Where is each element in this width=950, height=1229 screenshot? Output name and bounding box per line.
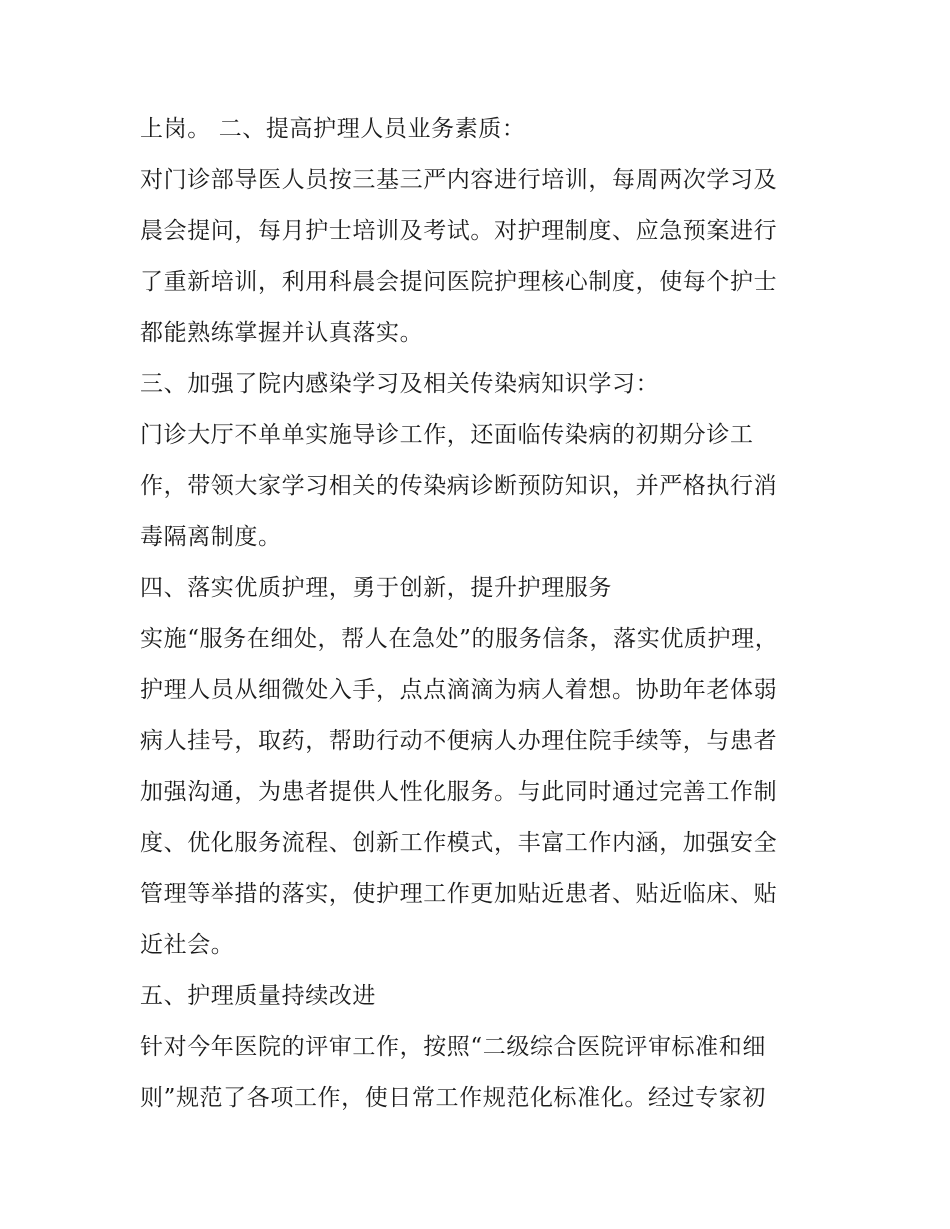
text-line-5: 都能熟练掌握并认真落实。 (140, 320, 424, 346)
text-line-1: 上岗。 二、提高护理人员业务素质： (140, 116, 526, 142)
section-heading-3: 三、加强了院内感染学习及相关传染病知识学习： (140, 371, 660, 397)
text-line-7: 门诊大厅不单单实施导诊工作，还面临传染病的初期分诊工 (140, 422, 754, 448)
document-body (140, 104, 820, 1124)
text-line-17: 近社会。 (140, 932, 235, 958)
text-line-2: 对门诊部导医人员按三基三严内容进行培训，每周两次学习及 (140, 167, 778, 193)
text-line-3: 晨会提问，每月护士培训及考试。对护理制度、应急预案进行 (140, 218, 778, 244)
text-line-19: 针对今年医院的评审工作，按照“二级综合医院评审标准和细 (140, 1034, 766, 1060)
text-line-13: 病人挂号，取药，帮助行动不便病人办理住院手续等，与患者 (140, 728, 778, 754)
text-line-4: 了重新培训，利用科晨会提问医院护理核心制度，使每个护士 (140, 269, 778, 295)
text-line-8: 作，带领大家学习相关的传染病诊断预防知识，并严格执行消 (140, 473, 778, 499)
section-heading-4: 四、落实优质护理，勇于创新，提升护理服务 (140, 575, 612, 601)
text-line-14: 加强沟通，为患者提供人性化服务。与此同时通过完善工作制 (140, 779, 778, 805)
section-heading-5: 五、护理质量持续改进 (140, 983, 376, 1009)
text-line-20: 则”规范了各项工作，使日常工作规范化标准化。经过专家初 (140, 1085, 766, 1111)
text-line-15: 度、优化服务流程、创新工作模式，丰富工作内涵，加强安全 (140, 830, 778, 856)
text-line-12: 护理人员从细微处入手，点点滴滴为病人着想。协助年老体弱 (140, 677, 778, 703)
text-line-11: 实施“服务在细处，帮人在急处”的服务信条，落实优质护理， (140, 626, 779, 652)
text-line-16: 管理等举措的落实，使护理工作更加贴近患者、贴近临床、贴 (140, 881, 778, 907)
text-line-9: 毒隔离制度。 (140, 524, 282, 550)
